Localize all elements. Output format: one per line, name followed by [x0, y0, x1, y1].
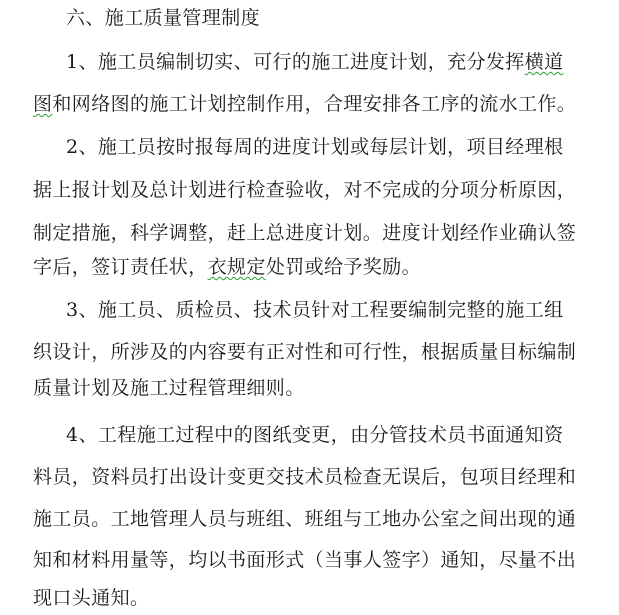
paragraph-4-line-3: 施工员。工地管理人员与班组、班组与工地办公室之间出现的通: [33, 508, 577, 530]
spellcheck-flag[interactable]: 图: [33, 93, 53, 115]
paragraph-2-line-3: 制定措施，科学调整，赶上总进度计划。进度计划经作业确认签: [33, 222, 577, 244]
spellcheck-flag[interactable]: 衣规定: [207, 256, 266, 278]
paragraph-2-line-4: [33, 255, 421, 279]
spellcheck-flag[interactable]: 横道: [524, 51, 564, 73]
text: 字后，签订责任状，: [33, 256, 208, 278]
text: 1、施工员编制切实、可行的施工进度计划，充分发挥: [66, 51, 525, 73]
section-heading: 六、施工质量管理制度: [66, 7, 261, 29]
paragraph-4-line-4: 知和材料用量等，均以书面形式（当事人签字）通知，尽量不出: [33, 549, 577, 571]
paragraph-2-line-2: 据上报计划及总计划进行检查验收，对不完成的分项分析原因，: [33, 179, 577, 201]
text: 和网络图的施工计划控制作用，合理安排各工序的流水工作。: [52, 93, 577, 115]
paragraph-4-line-2: 料员，资料员打出设计变更交技术员检查无误后，包项目经理和: [33, 466, 577, 488]
paragraph-3-line-3: 质量计划及施工过程管理细则。: [33, 377, 305, 399]
paragraph-3-line-2: 织设计，所涉及的内容要有正对性和可行性，根据质量目标编制: [33, 341, 577, 363]
paragraph-1-line-2: [33, 92, 576, 116]
paragraph-4-line-1: 4、工程施工过程中的图纸变更，由分管技术员书面通知资: [66, 424, 564, 446]
paragraph-3-line-1: 3、施工员、质检员、技术员针对工程要编制完整的施工组: [66, 299, 564, 321]
paragraph-2-line-1: 2、施工员按时报每周的进度计划或每层计划，项目经理根: [66, 136, 564, 158]
paragraph-1-line-1: [66, 50, 564, 74]
text: 处罚或给予奖励。: [265, 256, 422, 278]
paragraph-4-line-5: 现口头通知。: [33, 587, 150, 609]
